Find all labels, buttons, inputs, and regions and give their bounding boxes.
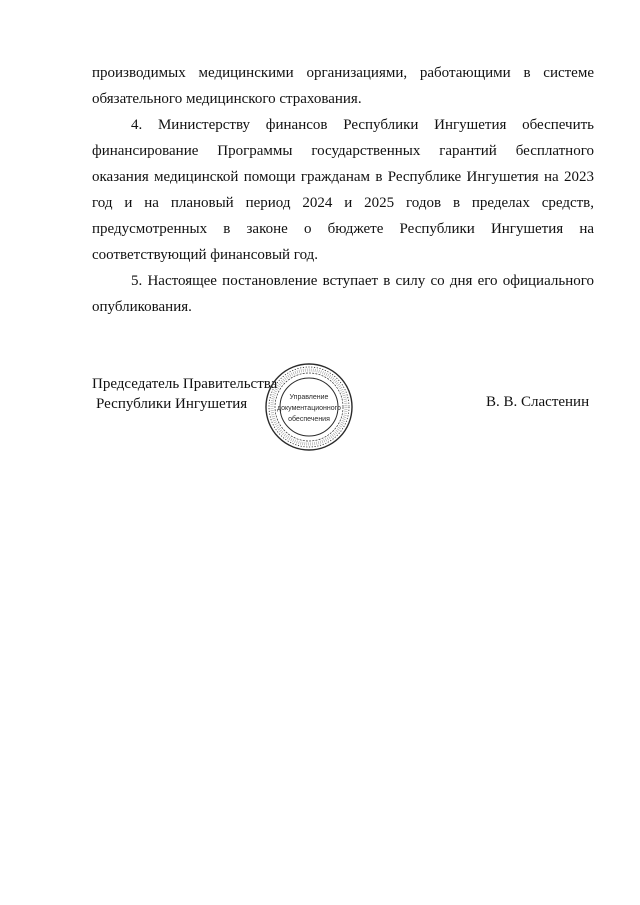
paragraph-line: производимых медицинскими организациями, работающими в системе — [92, 65, 594, 81]
paragraph-line: год и на плановый период 2024 и 2025 годов в пределах средств, — [92, 195, 594, 211]
signatory-title — [92, 374, 277, 414]
seal-graphic — [264, 362, 354, 452]
official-seal-stamp — [264, 362, 354, 452]
paragraph-line: соответствующий финансовый год. — [92, 247, 319, 263]
signatory-name: В. В. Сластенин — [486, 394, 590, 410]
paragraph-line: опубликования. — [92, 299, 192, 315]
signatory-title-line: Председатель Правительства — [92, 376, 278, 392]
paragraph-line: предусмотренных в законе о бюджете Республики Ингушетия на — [92, 221, 594, 237]
document-body — [92, 60, 594, 320]
seal-text: Управление — [289, 394, 329, 401]
paragraph-line: 5. Настоящее постановление вступает в силу со дня его официального — [131, 273, 594, 289]
seal-text: документационного — [277, 405, 341, 412]
paragraph-line: финансирование Программы государственных гарантий бесплатного — [92, 143, 594, 159]
seal-text: обеспечения — [288, 416, 330, 423]
paragraph-line: оказания медицинской помощи гражданам в Республике Ингушетия на 2023 — [92, 169, 594, 185]
paragraph-line: 4. Министерству финансов Республики Ингушетия обеспечить — [131, 117, 594, 133]
paragraph-line: обязательного медицинского страхования. — [92, 91, 362, 107]
signatory-title-line: Республики Ингушетия — [96, 396, 248, 412]
